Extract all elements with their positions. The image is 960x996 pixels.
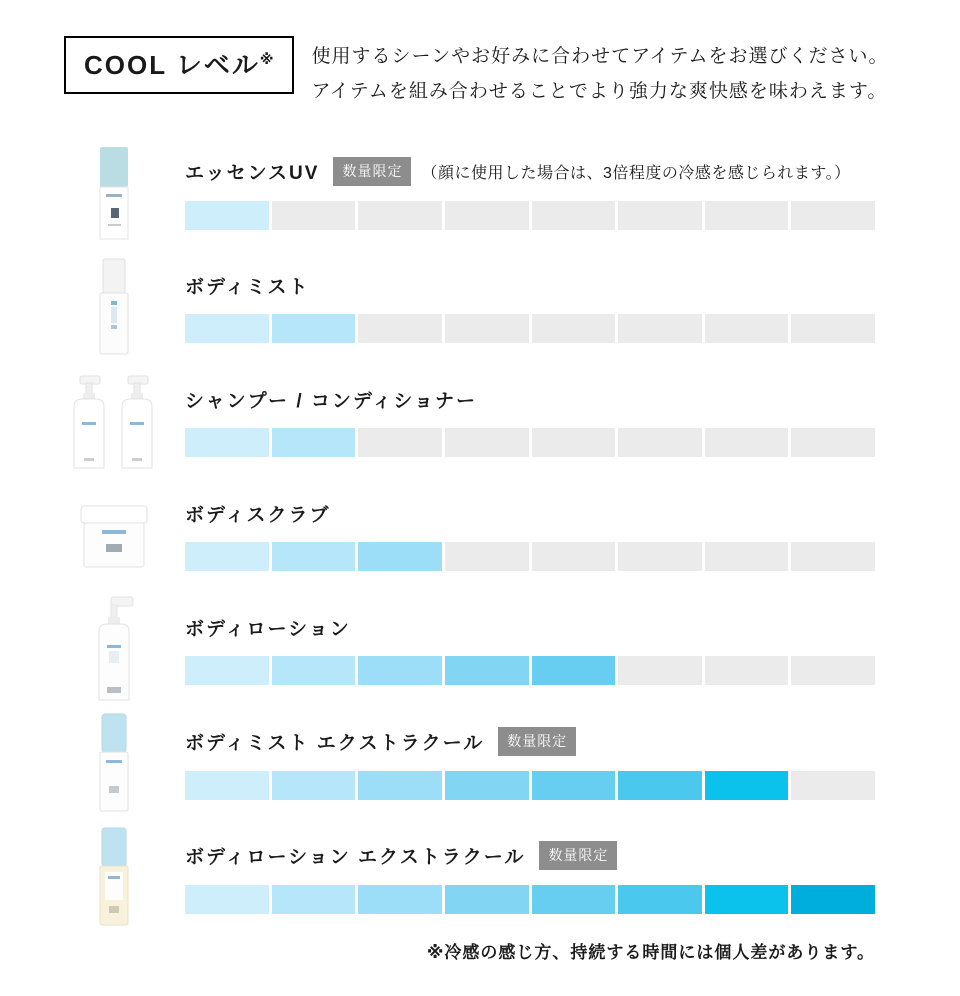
- cool-level-bar: [185, 885, 875, 914]
- header: [64, 36, 896, 109]
- product-name: シャンプー / コンディショナー: [185, 390, 477, 412]
- product-name: ボディミスト エクストラクール: [185, 732, 485, 754]
- cool-level-segment: [618, 656, 702, 685]
- cool-level-segment: [532, 428, 616, 457]
- cool-level-segment: [445, 656, 529, 685]
- cool-level-segment: [618, 314, 702, 343]
- cool-level-segment: [791, 656, 875, 685]
- product-row: [0, 478, 960, 592]
- cool-level-bar: [185, 428, 875, 457]
- cool-level-segment: [705, 201, 789, 230]
- cool-level-segment: [705, 656, 789, 685]
- cool-level-segment: [532, 542, 616, 571]
- cool-level-segment: [532, 656, 616, 685]
- cool-level-segment: [791, 314, 875, 343]
- cool-level-segment: [618, 201, 702, 230]
- cool-level-bar: [185, 656, 875, 685]
- cool-level-segment: [358, 314, 442, 343]
- cool-level-bar: [185, 771, 875, 800]
- cool-level-bar: [185, 201, 875, 230]
- cool-level-segment: [791, 885, 875, 914]
- body-mist-extra-cool-bottle-icon: [59, 712, 169, 814]
- cool-level-segment: [445, 428, 529, 457]
- cool-level-segment: [272, 201, 356, 230]
- product-row: [0, 706, 960, 820]
- cool-level-segment: [185, 201, 269, 230]
- cool-level-segment: [185, 314, 269, 343]
- cool-level-segment: [358, 885, 442, 914]
- cool-level-segment: [185, 771, 269, 800]
- cool-level-segment: [185, 656, 269, 685]
- product-name: エッセンスUV: [185, 162, 320, 184]
- cool-level-segment: [358, 201, 442, 230]
- cool-level-bar: [185, 542, 875, 571]
- cool-level-segment: [445, 314, 529, 343]
- cool-level-segment: [532, 201, 616, 230]
- header-description-line1: 使用するシーンやお好みに合わせてアイテムをお選びください。: [311, 46, 889, 67]
- product-row-content: [185, 841, 875, 914]
- product-name-line: [185, 614, 875, 641]
- cool-level-segment: [272, 542, 356, 571]
- cool-level-segment: [532, 314, 616, 343]
- cool-level-segment: [618, 542, 702, 571]
- limited-quantity-badge: 数量限定: [498, 727, 576, 756]
- page-title: [64, 36, 294, 94]
- shampoo-conditioner-bottles-icon: [54, 370, 174, 472]
- product-image: [0, 826, 185, 928]
- product-row: [0, 592, 960, 706]
- cool-level-segment: [445, 201, 529, 230]
- footer-note: ※冷感の感じ方、持続する時間には個人差があります。: [426, 943, 875, 962]
- product-image: [0, 492, 185, 578]
- body-lotion-bottle-icon: [59, 595, 169, 703]
- product-list: [0, 136, 960, 934]
- page-title-text: COOL レベル: [84, 50, 260, 80]
- product-row-content: [185, 500, 875, 571]
- cool-level-bar: [185, 314, 875, 343]
- cool-level-segment: [445, 885, 529, 914]
- product-name-line: [185, 500, 875, 527]
- cool-level-segment: [272, 656, 356, 685]
- body-mist-bottle-icon: [59, 257, 169, 357]
- cool-level-segment: [791, 428, 875, 457]
- cool-level-segment: [185, 542, 269, 571]
- product-row-content: [185, 157, 875, 230]
- cool-level-segment: [532, 771, 616, 800]
- header-description: [312, 36, 889, 109]
- cool-level-segment: [272, 428, 356, 457]
- product-name: ボディスクラブ: [185, 504, 331, 526]
- product-name-line: [185, 841, 875, 870]
- cool-level-segment: [272, 771, 356, 800]
- product-name-line: [185, 727, 875, 756]
- cool-level-segment: [358, 428, 442, 457]
- limited-quantity-badge: 数量限定: [333, 157, 411, 186]
- cool-level-segment: [358, 542, 442, 571]
- product-row: [0, 820, 960, 934]
- cool-level-segment: [272, 885, 356, 914]
- cool-level-segment: [791, 542, 875, 571]
- product-name-line: [185, 157, 875, 186]
- product-name: ボディローション エクストラクール: [185, 846, 526, 868]
- product-row-content: [185, 386, 875, 457]
- product-image: [0, 257, 185, 357]
- product-image: [0, 370, 185, 472]
- header-description-line2: アイテムを組み合わせることでより強力な爽快感を味わえます。: [311, 81, 888, 102]
- cool-level-segment: [358, 771, 442, 800]
- product-image: [0, 144, 185, 242]
- cool-level-segment: [618, 428, 702, 457]
- cool-level-segment: [185, 428, 269, 457]
- product-image: [0, 712, 185, 814]
- product-row: [0, 250, 960, 364]
- limited-quantity-badge: 数量限定: [539, 841, 617, 870]
- product-row: [0, 364, 960, 478]
- product-name: ボディローション: [185, 618, 351, 640]
- cool-level-segment: [705, 428, 789, 457]
- product-image: [0, 595, 185, 703]
- product-name-line: [185, 272, 875, 299]
- cool-level-segment: [445, 771, 529, 800]
- essence-uv-bottle-icon: [59, 144, 169, 242]
- cool-level-segment: [272, 314, 356, 343]
- product-row: [0, 136, 960, 250]
- product-note: （顔に使用した場合は、3倍程度の冷感を感じられます。）: [421, 164, 851, 182]
- title-note-mark: ※: [259, 51, 274, 67]
- cool-level-segment: [791, 201, 875, 230]
- product-row-content: [185, 614, 875, 685]
- cool-level-segment: [185, 885, 269, 914]
- cool-level-segment: [618, 885, 702, 914]
- cool-level-segment: [705, 542, 789, 571]
- cool-level-segment: [358, 656, 442, 685]
- product-name: ボディミスト: [185, 276, 310, 298]
- cool-level-segment: [445, 542, 529, 571]
- cool-level-segment: [705, 771, 789, 800]
- cool-level-segment: [791, 771, 875, 800]
- cool-level-segment: [705, 885, 789, 914]
- cool-level-segment: [532, 885, 616, 914]
- cool-level-segment: [618, 771, 702, 800]
- body-lotion-extra-cool-bottle-icon: [59, 826, 169, 928]
- product-row-content: [185, 727, 875, 800]
- cool-level-segment: [705, 314, 789, 343]
- product-name-line: [185, 386, 875, 413]
- product-row-content: [185, 272, 875, 343]
- body-scrub-jar-icon: [54, 492, 174, 578]
